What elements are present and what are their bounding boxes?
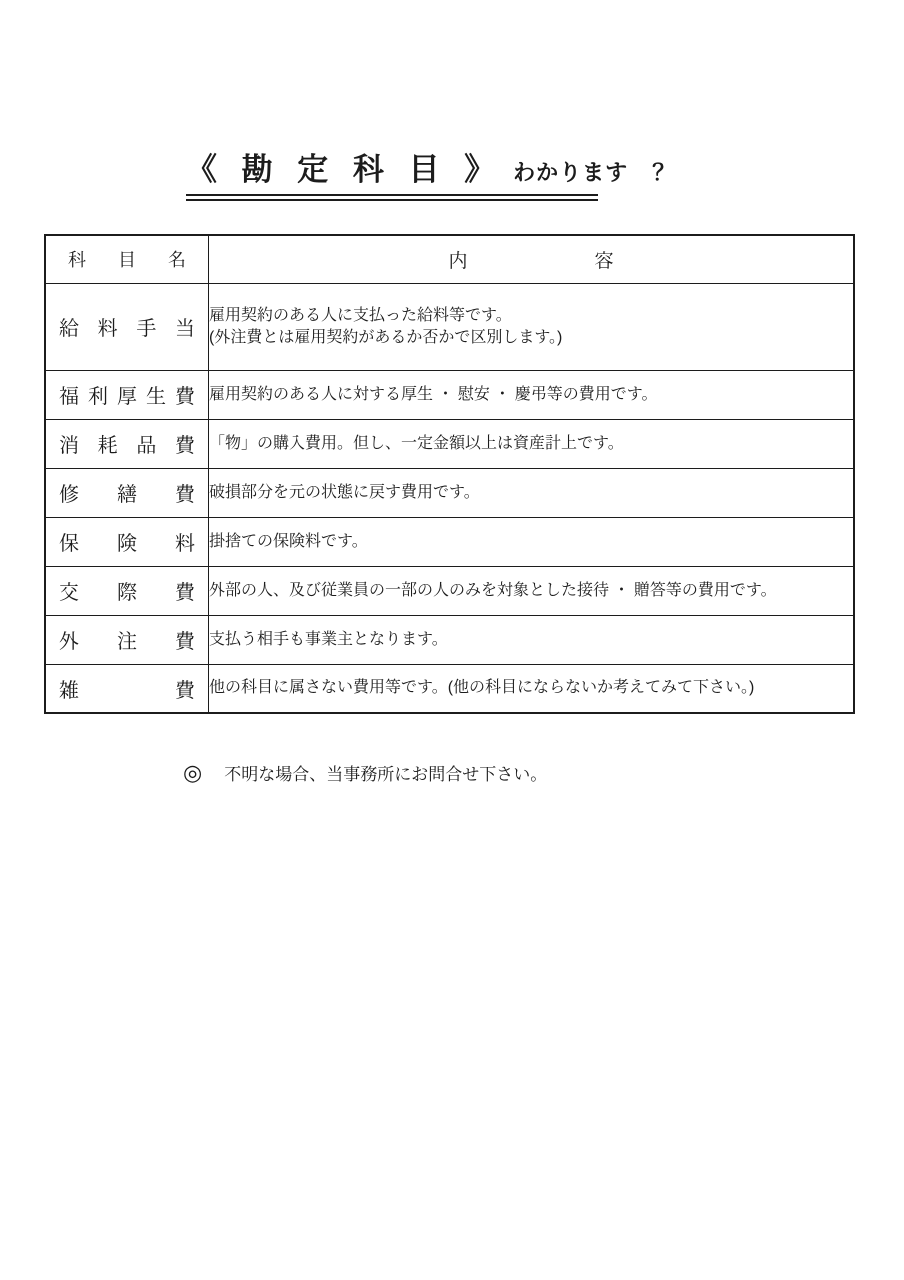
description-line: 他の科目に属さない費用等です。(他の科目にならないか考えてみて下さい。) <box>209 679 755 697</box>
description-cell <box>209 517 855 566</box>
table-row <box>45 468 854 517</box>
description-line: 支払う相手も事業主となります。 <box>209 630 448 648</box>
subject-name-label: 交 際 費 <box>59 582 195 604</box>
table-row <box>45 419 854 468</box>
description-cell <box>209 370 855 419</box>
description-cell <box>209 566 855 615</box>
subject-name-cell <box>45 468 209 517</box>
title-double-underline <box>186 194 598 201</box>
double-circle-icon: ◎ <box>183 759 203 785</box>
description-line: (外注費とは雇用契約があるか否かで区別します。) <box>209 328 563 346</box>
description-cell <box>209 615 855 664</box>
header-subject-name-label: 科 目 名 <box>68 250 186 271</box>
table-row <box>45 370 854 419</box>
subject-name-label: 雑 費 <box>59 679 195 702</box>
subject-name-cell <box>45 283 209 370</box>
table-body <box>45 283 854 713</box>
subject-name-cell <box>45 566 209 615</box>
header-subject-name-cell <box>45 235 209 283</box>
description-cell <box>209 283 855 370</box>
description-line: 「物」の購入費用。但し、一定金額以上は資産計上です。 <box>209 434 624 452</box>
subject-name-label: 保 険 料 <box>59 533 195 555</box>
table-row <box>45 283 854 370</box>
header-content-cell <box>209 235 855 283</box>
subject-name-cell <box>45 419 209 468</box>
footer-note-text: 不明な場合、当事務所にお問合せ下さい。 <box>224 765 548 784</box>
account-items-table <box>44 234 855 714</box>
table-header <box>45 235 854 283</box>
page-title <box>186 144 670 189</box>
subject-name-label: 福 利 厚 生 費 <box>59 386 195 408</box>
description-cell <box>209 419 855 468</box>
title-block <box>186 144 670 201</box>
header-row <box>45 235 854 283</box>
subject-name-label: 外 注 費 <box>59 631 195 653</box>
description-line: 破損部分を元の状態に戻す費用です。 <box>209 483 480 501</box>
description-cell <box>209 664 855 713</box>
header-content-label: 内 容 <box>448 250 614 272</box>
table-row <box>45 517 854 566</box>
table-row <box>45 566 854 615</box>
description-line: 雇用契約のある人に対する厚生 ・ 慰安 ・ 慶弔等の費用です。 <box>209 385 658 403</box>
subject-name-label: 給 料 手 当 <box>59 318 195 340</box>
footer-note <box>183 760 547 785</box>
subject-name-label: 修 繕 費 <box>59 484 195 506</box>
description-cell <box>209 468 855 517</box>
description-line: 掛捨ての保険料です。 <box>209 532 368 550</box>
subject-name-cell <box>45 370 209 419</box>
subject-name-cell <box>45 517 209 566</box>
subject-name-cell <box>45 615 209 664</box>
subject-name-cell <box>45 664 209 713</box>
subject-name-label: 消 耗 品 費 <box>59 435 195 457</box>
table-row <box>45 664 854 713</box>
table-row <box>45 615 854 664</box>
description-line: 外部の人、及び従業員の一部の人のみを対象とした接待 ・ 贈答等の費用です。 <box>209 581 777 599</box>
description-line: 雇用契約のある人に支払った給料等です。 <box>209 306 512 324</box>
page-title-main: 《 勘 定 科 目 》 <box>186 152 504 187</box>
page-title-question: わかります ？ <box>513 160 671 185</box>
